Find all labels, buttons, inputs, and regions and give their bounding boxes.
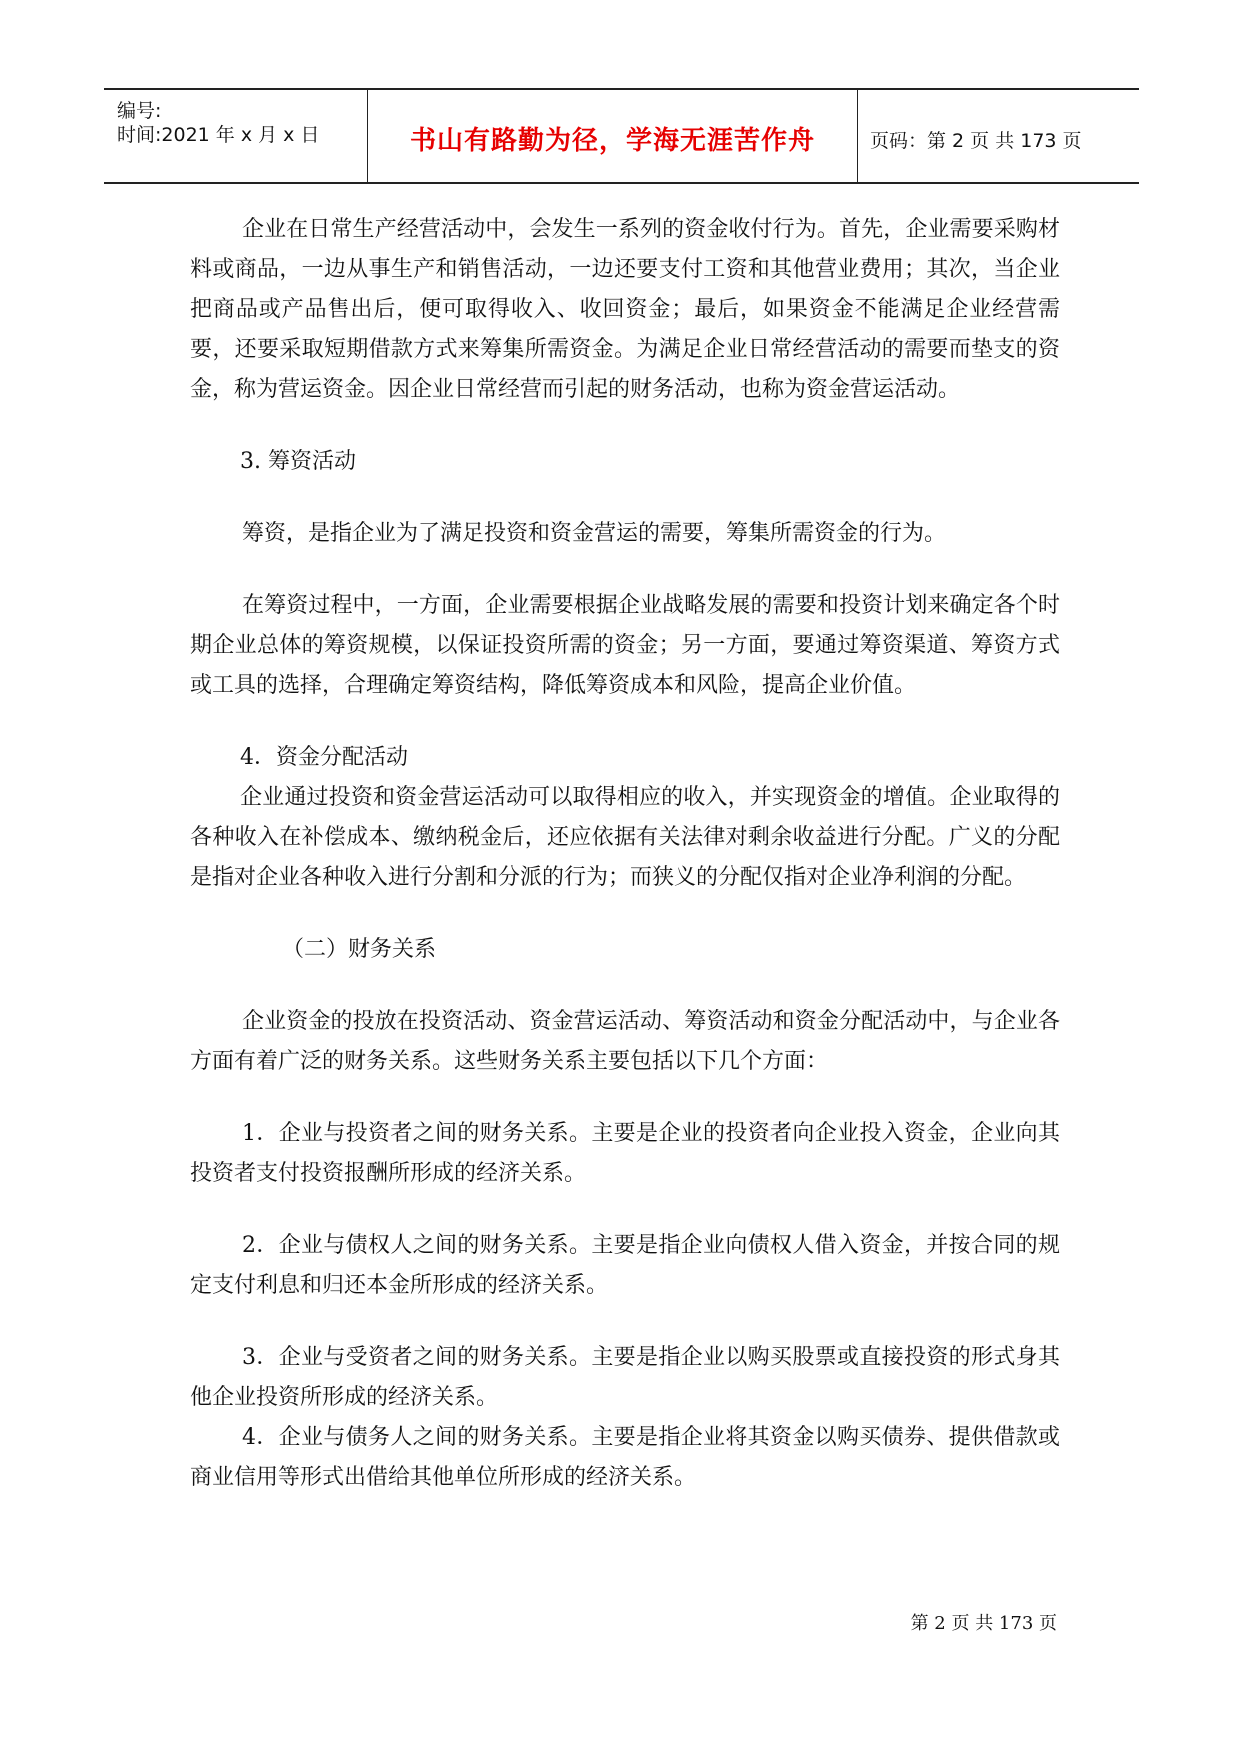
header-page-cell: [858, 90, 1139, 182]
paragraph-distribution: 企业通过投资和资金营运活动可以取得相应的收入，并实现资金的增值。企业取得的各种收入在补偿成本、缴纳税金后，还应依据有关法律对剩余收益进行分配。广义的分配是指对企业各种收入进行分割和分派的行为；而狭义的分配仅指对企业净利润的分配。: [190, 785, 1060, 890]
document-body: [190, 210, 1060, 1498]
header-page-info: 页码：第 2 页 共 173 页: [870, 130, 1082, 152]
section-heading-relations: （二）财务关系: [282, 937, 437, 962]
document-time-label: 时间:2021 年 x 月 x 日: [117, 124, 320, 146]
document-number-label: 编号:: [117, 100, 162, 122]
paragraph-financing-process: 在筹资过程中，一方面，企业需要根据企业战略发展的需要和投资计划来确定各个时期企业总体的筹资规模，以保证投资所需的资金；另一方面，要通过筹资渠道、筹资方式或工具的选择，合理确定筹资结构，降低筹资成本和风险，提高企业价值。: [190, 593, 1060, 698]
list-item-creditors: 2．企业与债权人之间的财务关系。主要是指企业向债权人借入资金，并按合同的规定支付利息和归还本金所形成的经济关系。: [190, 1233, 1060, 1298]
section-heading-distribution: 4．资金分配活动: [240, 745, 408, 770]
paragraph-relations-intro: 企业资金的投放在投资活动、资金营运活动、筹资活动和资金分配活动中，与企业各方面有着广泛的财务关系。这些财务关系主要包括以下几个方面：: [190, 1009, 1060, 1074]
section-heading-financing: 3. 筹资活动: [240, 449, 356, 474]
paragraph-financing-definition: 筹资，是指企业为了满足投资和资金营运的需要，筹集所需资金的行为。: [242, 521, 947, 546]
header-motto-cell: [368, 90, 858, 182]
list-item-investors: 1．企业与投资者之间的财务关系。主要是企业的投资者向企业投入资金，企业向其投资者支付投资报酬所形成的经济关系。: [190, 1121, 1060, 1186]
list-item-investees: 3．企业与受资者之间的财务关系。主要是指企业以购买股票或直接投资的形式身其他企业投资所形成的经济关系。: [190, 1345, 1060, 1410]
list-item-debtors: 4．企业与债务人之间的财务关系。主要是指企业将其资金以购买债券、提供借款或商业信用等形式出借给其他单位所形成的经济关系。: [190, 1425, 1060, 1490]
header-meta-cell: [104, 90, 368, 182]
header-motto: 书山有路勤为径，学海无涯苦作舟: [409, 126, 815, 156]
page-header: [104, 88, 1139, 184]
page-footer-number: 第 2 页 共 173 页: [910, 1613, 1057, 1634]
paragraph-working-capital: 企业在日常生产经营活动中，会发生一系列的资金收付行为。首先，企业需要采购材料或商品，一边从事生产和销售活动，一边还要支付工资和其他营业费用；其次，当企业把商品或产品售出后，便可取得收入、收回资金；最后，如果资金不能满足企业经营需要，还要采取短期借款方式来筹集所需资金。为满足企业日常经营活动的需要而垫支的资金，称为营运资金。因企业日常经营而引起的财务活动，也称为资金营运活动。: [190, 217, 1060, 402]
